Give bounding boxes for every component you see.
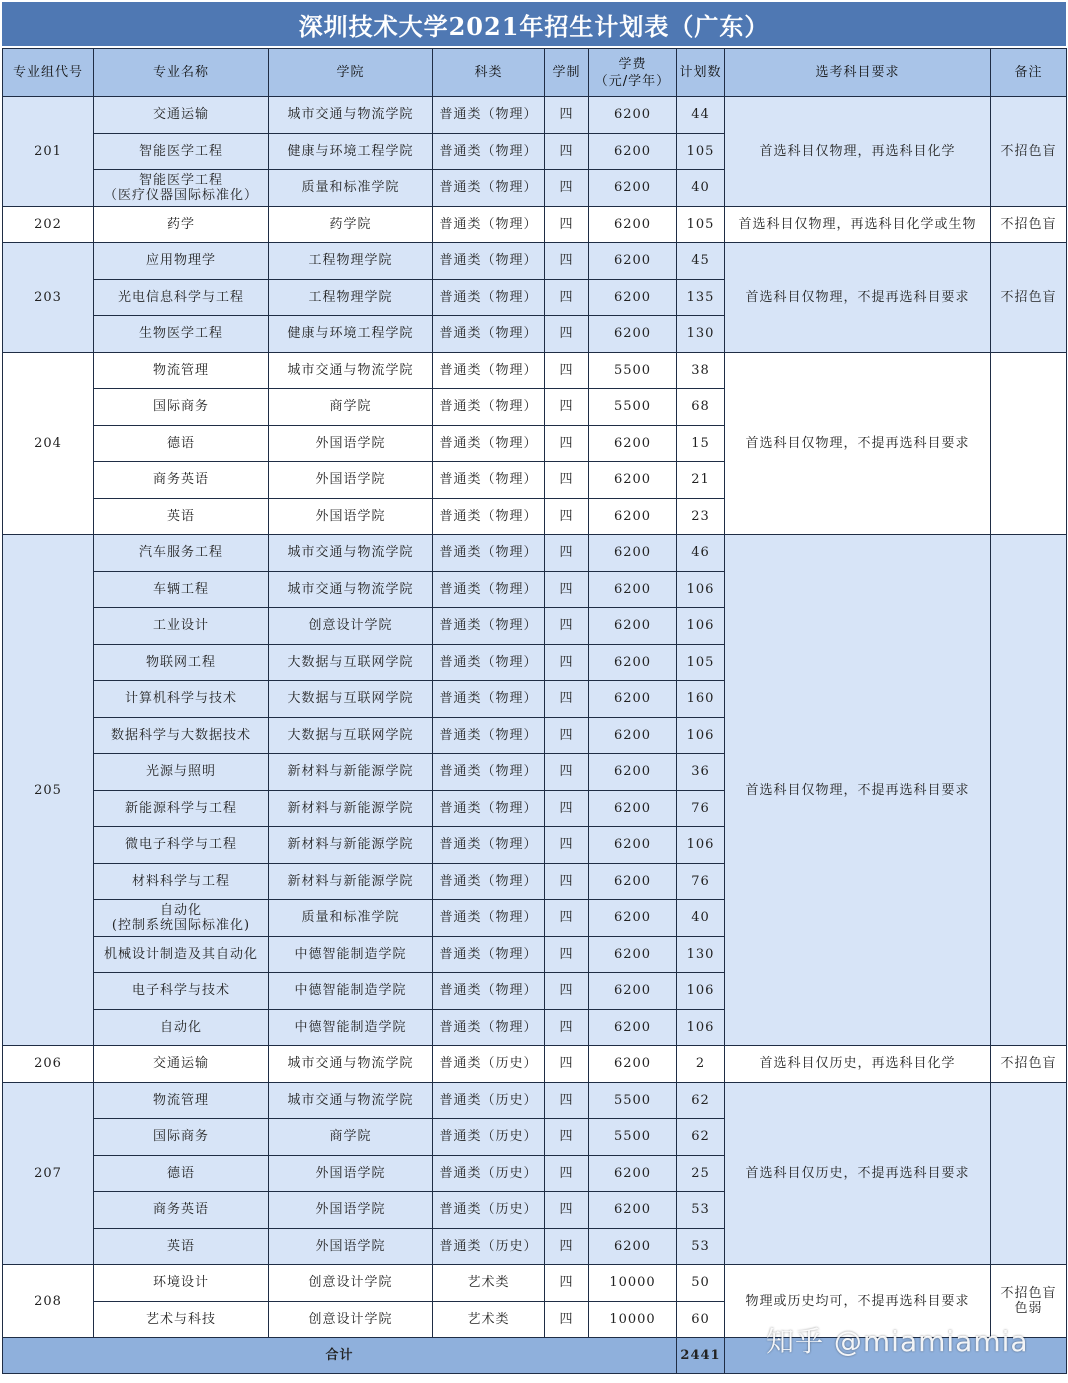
header-college: 学院 bbox=[269, 49, 433, 97]
plan-count: 62 bbox=[677, 1119, 725, 1156]
major-name: 国际商务 bbox=[94, 389, 269, 426]
category: 普通类（物理） bbox=[433, 316, 545, 353]
duration: 四 bbox=[545, 1301, 589, 1338]
duration: 四 bbox=[545, 389, 589, 426]
college: 商学院 bbox=[269, 389, 433, 426]
duration: 四 bbox=[545, 681, 589, 718]
major-name: 药学 bbox=[94, 206, 269, 243]
category: 普通类（物理） bbox=[433, 425, 545, 462]
college: 质量和标准学院 bbox=[269, 170, 433, 207]
plan-count: 45 bbox=[677, 243, 725, 280]
category: 普通类（物理） bbox=[433, 827, 545, 864]
group-code: 207 bbox=[3, 1082, 94, 1265]
note: 不招色盲 bbox=[991, 1046, 1067, 1083]
tuition: 6200 bbox=[589, 790, 677, 827]
tuition: 10000 bbox=[589, 1301, 677, 1338]
header-group-code: 专业组代号 bbox=[3, 49, 94, 97]
note bbox=[991, 352, 1067, 535]
college: 大数据与互联网学院 bbox=[269, 681, 433, 718]
duration: 四 bbox=[545, 608, 589, 645]
plan-count: 130 bbox=[677, 936, 725, 973]
category: 普通类（物理） bbox=[433, 243, 545, 280]
duration: 四 bbox=[545, 827, 589, 864]
duration: 四 bbox=[545, 535, 589, 572]
college: 大数据与互联网学院 bbox=[269, 717, 433, 754]
category: 普通类（物理） bbox=[433, 900, 545, 937]
plan-count: 38 bbox=[677, 352, 725, 389]
tuition: 6200 bbox=[589, 1009, 677, 1046]
college: 城市交通与物流学院 bbox=[269, 1082, 433, 1119]
college: 新材料与新能源学院 bbox=[269, 754, 433, 791]
major-name: 自动化 (控制系统国际标准化) bbox=[94, 900, 269, 937]
major-name: 生物医学工程 bbox=[94, 316, 269, 353]
category: 普通类（历史） bbox=[433, 1082, 545, 1119]
category: 普通类（物理） bbox=[433, 1009, 545, 1046]
college: 城市交通与物流学院 bbox=[269, 1046, 433, 1083]
category: 艺术类 bbox=[433, 1301, 545, 1338]
subject-requirement: 首选科目仅物理，不提再选科目要求 bbox=[725, 535, 991, 1046]
tuition: 6200 bbox=[589, 973, 677, 1010]
college: 城市交通与物流学院 bbox=[269, 571, 433, 608]
plan-count: 50 bbox=[677, 1265, 725, 1302]
plan-count: 53 bbox=[677, 1228, 725, 1265]
tuition: 6200 bbox=[589, 462, 677, 499]
duration: 四 bbox=[545, 754, 589, 791]
tuition: 6200 bbox=[589, 644, 677, 681]
major-name: 光电信息科学与工程 bbox=[94, 279, 269, 316]
major-name: 车辆工程 bbox=[94, 571, 269, 608]
plan-count: 68 bbox=[677, 389, 725, 426]
note bbox=[991, 535, 1067, 1046]
major-name: 工业设计 bbox=[94, 608, 269, 645]
tuition: 6200 bbox=[589, 1192, 677, 1229]
category: 普通类（物理） bbox=[433, 754, 545, 791]
header-tuition: 学费 （元/学年） bbox=[589, 49, 677, 97]
note bbox=[991, 1082, 1067, 1265]
major-name: 商务英语 bbox=[94, 1192, 269, 1229]
college: 健康与环境工程学院 bbox=[269, 133, 433, 170]
duration: 四 bbox=[545, 498, 589, 535]
tuition: 6200 bbox=[589, 900, 677, 937]
plan-count: 21 bbox=[677, 462, 725, 499]
tuition: 6200 bbox=[589, 1046, 677, 1083]
tuition: 6200 bbox=[589, 498, 677, 535]
header-row bbox=[3, 49, 1067, 97]
duration: 四 bbox=[545, 717, 589, 754]
category: 艺术类 bbox=[433, 1265, 545, 1302]
tuition: 6200 bbox=[589, 279, 677, 316]
major-name: 商务英语 bbox=[94, 462, 269, 499]
category: 普通类（物理） bbox=[433, 608, 545, 645]
plan-count: 36 bbox=[677, 754, 725, 791]
duration: 四 bbox=[545, 1082, 589, 1119]
category: 普通类（历史） bbox=[433, 1228, 545, 1265]
note: 不招色盲 bbox=[991, 97, 1067, 207]
college: 新材料与新能源学院 bbox=[269, 827, 433, 864]
college: 健康与环境工程学院 bbox=[269, 316, 433, 353]
note: 不招色盲 bbox=[991, 206, 1067, 243]
tuition: 6200 bbox=[589, 1155, 677, 1192]
duration: 四 bbox=[545, 425, 589, 462]
tuition: 6200 bbox=[589, 1228, 677, 1265]
tuition: 6200 bbox=[589, 170, 677, 207]
category: 普通类（物理） bbox=[433, 462, 545, 499]
category: 普通类（物理） bbox=[433, 644, 545, 681]
tuition: 6200 bbox=[589, 425, 677, 462]
major-name: 环境设计 bbox=[94, 1265, 269, 1302]
major-name: 光源与照明 bbox=[94, 754, 269, 791]
college: 城市交通与物流学院 bbox=[269, 97, 433, 134]
duration: 四 bbox=[545, 243, 589, 280]
duration: 四 bbox=[545, 936, 589, 973]
major-name: 物联网工程 bbox=[94, 644, 269, 681]
plan-count: 40 bbox=[677, 900, 725, 937]
duration: 四 bbox=[545, 571, 589, 608]
plan-count: 130 bbox=[677, 316, 725, 353]
category: 普通类（物理） bbox=[433, 535, 545, 572]
major-name: 艺术与科技 bbox=[94, 1301, 269, 1338]
college: 工程物理学院 bbox=[269, 279, 433, 316]
major-name: 材料科学与工程 bbox=[94, 863, 269, 900]
tuition: 5500 bbox=[589, 389, 677, 426]
major-name: 应用物理学 bbox=[94, 243, 269, 280]
plan-count: 76 bbox=[677, 790, 725, 827]
major-name: 交通运输 bbox=[94, 1046, 269, 1083]
duration: 四 bbox=[545, 133, 589, 170]
tuition: 6200 bbox=[589, 754, 677, 791]
duration: 四 bbox=[545, 644, 589, 681]
plan-count: 76 bbox=[677, 863, 725, 900]
college: 创意设计学院 bbox=[269, 1265, 433, 1302]
plan-count: 105 bbox=[677, 644, 725, 681]
plan-count: 135 bbox=[677, 279, 725, 316]
plan-count: 25 bbox=[677, 1155, 725, 1192]
tuition: 6200 bbox=[589, 681, 677, 718]
table-row bbox=[3, 1082, 1067, 1119]
tuition: 6200 bbox=[589, 936, 677, 973]
plan-count: 160 bbox=[677, 681, 725, 718]
college: 外国语学院 bbox=[269, 498, 433, 535]
major-name: 英语 bbox=[94, 1228, 269, 1265]
duration: 四 bbox=[545, 1192, 589, 1229]
college: 外国语学院 bbox=[269, 1192, 433, 1229]
table-title: 深圳技术大学2021年招生计划表（广东） bbox=[2, 2, 1066, 46]
tuition: 6200 bbox=[589, 863, 677, 900]
tuition: 5500 bbox=[589, 1119, 677, 1156]
plan-count: 44 bbox=[677, 97, 725, 134]
duration: 四 bbox=[545, 462, 589, 499]
category: 普通类（历史） bbox=[433, 1119, 545, 1156]
duration: 四 bbox=[545, 790, 589, 827]
subject-requirement: 首选科目仅物理，再选科目化学 bbox=[725, 97, 991, 207]
plan-count: 2 bbox=[677, 1046, 725, 1083]
table-row bbox=[3, 243, 1067, 280]
plan-count: 106 bbox=[677, 827, 725, 864]
major-name: 智能医学工程 bbox=[94, 133, 269, 170]
header-note: 备注 bbox=[991, 49, 1067, 97]
group-code: 208 bbox=[3, 1265, 94, 1338]
tuition: 5500 bbox=[589, 352, 677, 389]
plan-count: 106 bbox=[677, 973, 725, 1010]
duration: 四 bbox=[545, 170, 589, 207]
duration: 四 bbox=[545, 1155, 589, 1192]
college: 中德智能制造学院 bbox=[269, 973, 433, 1010]
note: 不招色盲 色弱 bbox=[991, 1265, 1067, 1338]
plan-count: 105 bbox=[677, 206, 725, 243]
duration: 四 bbox=[545, 900, 589, 937]
category: 普通类（物理） bbox=[433, 279, 545, 316]
plan-count: 106 bbox=[677, 1009, 725, 1046]
college: 中德智能制造学院 bbox=[269, 1009, 433, 1046]
college: 城市交通与物流学院 bbox=[269, 535, 433, 572]
header-duration: 学制 bbox=[545, 49, 589, 97]
plan-count: 23 bbox=[677, 498, 725, 535]
subject-requirement: 首选科目仅物理，再选科目化学或生物 bbox=[725, 206, 991, 243]
category: 普通类（历史） bbox=[433, 1046, 545, 1083]
group-code: 206 bbox=[3, 1046, 94, 1083]
category: 普通类（物理） bbox=[433, 571, 545, 608]
major-name: 数据科学与大数据技术 bbox=[94, 717, 269, 754]
subject-requirement: 首选科目仅物理，不提再选科目要求 bbox=[725, 352, 991, 535]
tuition: 6200 bbox=[589, 608, 677, 645]
table-row bbox=[3, 206, 1067, 243]
college: 大数据与互联网学院 bbox=[269, 644, 433, 681]
table-row bbox=[3, 352, 1067, 389]
header-major: 专业名称 bbox=[94, 49, 269, 97]
tuition: 6200 bbox=[589, 97, 677, 134]
plan-count: 106 bbox=[677, 571, 725, 608]
watermark: 知乎 @miamiamia bbox=[766, 1325, 1029, 1358]
category: 普通类（历史） bbox=[433, 1155, 545, 1192]
category: 普通类（物理） bbox=[433, 790, 545, 827]
college: 外国语学院 bbox=[269, 1228, 433, 1265]
tuition: 6200 bbox=[589, 133, 677, 170]
major-name: 德语 bbox=[94, 1155, 269, 1192]
category: 普通类（物理） bbox=[433, 717, 545, 754]
subject-requirement: 物理或历史均可，不提再选科目要求 bbox=[725, 1265, 991, 1338]
table-row bbox=[3, 97, 1067, 134]
major-name: 物流管理 bbox=[94, 1082, 269, 1119]
major-name: 电子科学与技术 bbox=[94, 973, 269, 1010]
duration: 四 bbox=[545, 863, 589, 900]
category: 普通类（物理） bbox=[433, 133, 545, 170]
duration: 四 bbox=[545, 97, 589, 134]
college: 创意设计学院 bbox=[269, 1301, 433, 1338]
college: 质量和标准学院 bbox=[269, 900, 433, 937]
major-name: 英语 bbox=[94, 498, 269, 535]
duration: 四 bbox=[545, 973, 589, 1010]
group-code: 203 bbox=[3, 243, 94, 353]
group-code: 201 bbox=[3, 97, 94, 207]
plan-count: 53 bbox=[677, 1192, 725, 1229]
tuition: 6200 bbox=[589, 206, 677, 243]
college: 药学院 bbox=[269, 206, 433, 243]
tuition: 6200 bbox=[589, 571, 677, 608]
category: 普通类（物理） bbox=[433, 97, 545, 134]
major-name: 国际商务 bbox=[94, 1119, 269, 1156]
duration: 四 bbox=[545, 352, 589, 389]
plan-count: 46 bbox=[677, 535, 725, 572]
plan-count: 40 bbox=[677, 170, 725, 207]
subject-requirement: 首选科目仅物理，不提再选科目要求 bbox=[725, 243, 991, 353]
tuition: 5500 bbox=[589, 1082, 677, 1119]
major-name: 计算机科学与技术 bbox=[94, 681, 269, 718]
tuition: 6200 bbox=[589, 535, 677, 572]
duration: 四 bbox=[545, 1265, 589, 1302]
major-name: 微电子科学与工程 bbox=[94, 827, 269, 864]
college: 城市交通与物流学院 bbox=[269, 352, 433, 389]
major-name: 智能医学工程 （医疗仪器国际标准化） bbox=[94, 170, 269, 207]
major-name: 德语 bbox=[94, 425, 269, 462]
group-code: 204 bbox=[3, 352, 94, 535]
college: 创意设计学院 bbox=[269, 608, 433, 645]
plan-count: 106 bbox=[677, 717, 725, 754]
category: 普通类（物理） bbox=[433, 973, 545, 1010]
duration: 四 bbox=[545, 316, 589, 353]
total-value: 2441 bbox=[677, 1338, 725, 1374]
category: 普通类（物理） bbox=[433, 936, 545, 973]
category: 普通类（物理） bbox=[433, 206, 545, 243]
major-name: 新能源科学与工程 bbox=[94, 790, 269, 827]
tuition: 10000 bbox=[589, 1265, 677, 1302]
college: 外国语学院 bbox=[269, 462, 433, 499]
duration: 四 bbox=[545, 279, 589, 316]
category: 普通类（物理） bbox=[433, 863, 545, 900]
college: 商学院 bbox=[269, 1119, 433, 1156]
category: 普通类（物理） bbox=[433, 389, 545, 426]
table-row bbox=[3, 1046, 1067, 1083]
duration: 四 bbox=[545, 206, 589, 243]
header-subject-requirement: 选考科目要求 bbox=[725, 49, 991, 97]
plan-count: 60 bbox=[677, 1301, 725, 1338]
subject-requirement: 首选科目仅历史，再选科目化学 bbox=[725, 1046, 991, 1083]
duration: 四 bbox=[545, 1046, 589, 1083]
major-name: 交通运输 bbox=[94, 97, 269, 134]
tuition: 6200 bbox=[589, 316, 677, 353]
header-plan-count: 计划数 bbox=[677, 49, 725, 97]
header-category: 科类 bbox=[433, 49, 545, 97]
category: 普通类（物理） bbox=[433, 352, 545, 389]
group-code: 205 bbox=[3, 535, 94, 1046]
enrollment-plan-table bbox=[2, 48, 1067, 1374]
major-name: 物流管理 bbox=[94, 352, 269, 389]
duration: 四 bbox=[545, 1228, 589, 1265]
group-code: 202 bbox=[3, 206, 94, 243]
category: 普通类（历史） bbox=[433, 1192, 545, 1229]
college: 新材料与新能源学院 bbox=[269, 790, 433, 827]
subject-requirement: 首选科目仅历史，不提再选科目要求 bbox=[725, 1082, 991, 1265]
plan-count: 106 bbox=[677, 608, 725, 645]
major-name: 自动化 bbox=[94, 1009, 269, 1046]
tuition: 6200 bbox=[589, 243, 677, 280]
category: 普通类（物理） bbox=[433, 498, 545, 535]
plan-count: 15 bbox=[677, 425, 725, 462]
major-name: 机械设计制造及其自动化 bbox=[94, 936, 269, 973]
college: 外国语学院 bbox=[269, 425, 433, 462]
tuition: 6200 bbox=[589, 717, 677, 754]
note: 不招色盲 bbox=[991, 243, 1067, 353]
plan-count: 105 bbox=[677, 133, 725, 170]
category: 普通类（物理） bbox=[433, 681, 545, 718]
college: 外国语学院 bbox=[269, 1155, 433, 1192]
duration: 四 bbox=[545, 1119, 589, 1156]
plan-count: 62 bbox=[677, 1082, 725, 1119]
category: 普通类（物理） bbox=[433, 170, 545, 207]
tuition: 6200 bbox=[589, 827, 677, 864]
major-name: 汽车服务工程 bbox=[94, 535, 269, 572]
duration: 四 bbox=[545, 1009, 589, 1046]
college: 工程物理学院 bbox=[269, 243, 433, 280]
college: 新材料与新能源学院 bbox=[269, 863, 433, 900]
table-row bbox=[3, 535, 1067, 572]
college: 中德智能制造学院 bbox=[269, 936, 433, 973]
total-label: 合计 bbox=[3, 1338, 677, 1374]
table-row bbox=[3, 1265, 1067, 1302]
